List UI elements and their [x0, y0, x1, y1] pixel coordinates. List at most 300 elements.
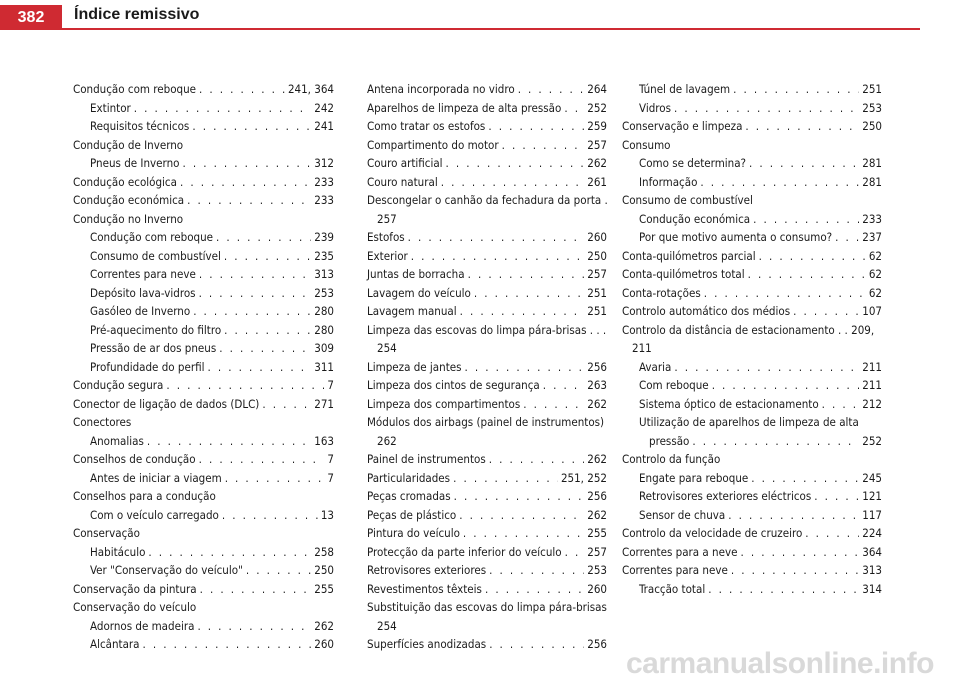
- heading-label: Conservação do veículo: [73, 600, 197, 614]
- dot-leader: [835, 228, 859, 247]
- index-entry: [622, 117, 882, 136]
- index-entry: [367, 228, 607, 247]
- entry-page: 253: [587, 563, 607, 577]
- entry-label: Condução com reboque: [73, 82, 197, 96]
- entry-page: 250: [587, 248, 607, 263]
- entry-page: 262: [587, 396, 607, 411]
- entry-label: Pneus de Inverno: [90, 156, 180, 170]
- entry-label: Pré-aquecimento do filtro: [90, 322, 222, 337]
- index-entry: [73, 265, 334, 284]
- entry-page: 251, 252: [560, 470, 607, 485]
- page-number-badge: 382: [0, 5, 62, 30]
- dot-leader: [740, 543, 859, 562]
- dot-leader: [822, 395, 860, 414]
- index-entry: [367, 247, 607, 266]
- entry-label: Anomalias: [90, 433, 144, 448]
- index-entry: [622, 265, 882, 284]
- entry-label: Com o veículo carregado: [90, 507, 219, 522]
- watermark-text: carmanualsonline.info: [626, 647, 934, 680]
- index-entry: [622, 524, 882, 543]
- index-entry: [367, 506, 607, 525]
- entry-label: Limpeza dos compartimentos: [367, 396, 521, 411]
- dot-leader: [446, 154, 585, 173]
- entry-label: Gasóleo de Inverno: [90, 304, 191, 318]
- index-entry: [367, 543, 607, 562]
- entry-label: Como tratar os estofos: [367, 119, 486, 133]
- entry-label: Conta-rotações: [622, 285, 701, 300]
- entry-page: 211: [862, 359, 882, 374]
- index-entry: [622, 487, 882, 506]
- entry-page: 260: [587, 581, 607, 596]
- index-heading: [73, 487, 334, 506]
- index-column-3: [622, 80, 882, 598]
- dot-leader: [219, 339, 311, 358]
- dot-leader: [692, 432, 859, 451]
- index-entry: [622, 99, 882, 118]
- index-entry: [367, 191, 607, 228]
- entry-page: 250: [862, 119, 882, 133]
- entry-page: 239: [314, 230, 334, 244]
- dot-leader: [465, 358, 585, 377]
- dot-leader: [460, 302, 585, 321]
- entry-page: 262: [314, 618, 334, 633]
- entry-page: 260: [587, 230, 607, 244]
- dot-leader: [674, 358, 859, 377]
- entry-label: Condução ecológica: [73, 174, 177, 189]
- entry-label: Habitáculo: [90, 544, 146, 559]
- entry-page: 312: [314, 156, 334, 170]
- entry-page: 262: [587, 156, 607, 170]
- entry-label: Avaria: [639, 359, 672, 374]
- index-entry: [622, 173, 882, 192]
- index-entry: [622, 358, 882, 377]
- dot-leader: [199, 284, 312, 303]
- dot-leader: [182, 154, 311, 173]
- entry-page: 250: [314, 563, 334, 577]
- entry-page: 241: [314, 119, 334, 133]
- heading-label: Consumo: [622, 137, 671, 152]
- entry-page: 313: [314, 267, 334, 281]
- entry-label: Adornos de madeira: [90, 618, 195, 633]
- dot-leader: [192, 117, 311, 136]
- index-entry: [622, 413, 882, 450]
- dot-leader: [749, 154, 859, 173]
- index-heading: [73, 524, 334, 543]
- entry-label: Couro natural: [367, 174, 438, 189]
- entry-label: Com reboque: [639, 378, 709, 392]
- entry-page: 256: [587, 489, 607, 503]
- dot-leader: [200, 580, 312, 599]
- heading-label: Conservação: [73, 526, 140, 540]
- index-entry: [73, 154, 334, 173]
- index-entry: [622, 543, 882, 562]
- dot-leader: [463, 524, 584, 543]
- entry-label: Limpeza dos cintos de segurança: [367, 378, 540, 392]
- entry-label: Pintura do veículo: [367, 526, 460, 540]
- dot-leader: [488, 117, 584, 136]
- entry-line: [639, 413, 882, 432]
- dot-leader: [199, 80, 285, 99]
- dot-leader: [704, 284, 866, 303]
- entry-line: [622, 321, 882, 340]
- dot-leader: [489, 635, 584, 654]
- index-entry: [367, 413, 607, 450]
- index-entry: [73, 302, 334, 321]
- entry-label-cont: pressão: [649, 433, 690, 448]
- entry-label: Revestimentos têxteis: [367, 581, 482, 596]
- dot-leader: [454, 487, 585, 506]
- dot-leader: [733, 80, 859, 99]
- entry-page: 121: [862, 489, 882, 503]
- entry-line: [622, 339, 882, 358]
- entry-label: Sensor de chuva: [639, 507, 726, 522]
- index-entry: [367, 265, 607, 284]
- entry-page: 257: [587, 267, 607, 281]
- entry-page: 251: [862, 82, 882, 96]
- entry-page: 257: [587, 137, 607, 152]
- entry-label: Antes de iniciar a viagem: [90, 470, 222, 485]
- index-entry: [73, 395, 334, 414]
- entry-label: Peças cromadas: [367, 489, 451, 503]
- entry-line: [639, 432, 882, 451]
- index-entry: [622, 247, 882, 266]
- index-entry: [622, 395, 882, 414]
- entry-label: Exterior: [367, 248, 408, 263]
- entry-page: 233: [862, 211, 882, 226]
- index-entry: [622, 302, 882, 321]
- entry-label: Couro artificial: [367, 156, 443, 170]
- entry-page: 254: [377, 618, 397, 633]
- index-entry: [367, 99, 607, 118]
- index-entry: [622, 80, 882, 99]
- entry-label: Por que motivo aumenta o consumo?: [639, 230, 833, 244]
- dot-leader: [565, 543, 585, 562]
- dot-leader: [225, 469, 325, 488]
- entry-label: Compartimento do motor: [367, 137, 499, 152]
- entry-page: 237: [862, 230, 882, 244]
- index-entry: [367, 469, 607, 488]
- entry-label: Superfícies anodizadas: [367, 637, 487, 651]
- heading-label: Consumo de combustível: [622, 193, 753, 207]
- entry-label: Lavagem do veículo: [367, 285, 471, 300]
- dot-leader: [543, 376, 585, 395]
- index-entry: [367, 561, 607, 580]
- entry-page: 255: [314, 581, 334, 596]
- dot-leader: [708, 580, 859, 599]
- dot-leader: [207, 358, 311, 377]
- index-entry: [73, 506, 334, 525]
- entry-page: 117: [862, 507, 882, 522]
- entry-page: 245: [862, 470, 882, 485]
- index-entry: [73, 617, 334, 636]
- entry-label: Condução económica: [73, 193, 185, 207]
- index-entry: [73, 358, 334, 377]
- entry-page: 252: [862, 433, 882, 448]
- entry-page: 212: [862, 396, 882, 411]
- index-entry: [622, 469, 882, 488]
- entry-label: Conta-quilómetros parcial: [622, 248, 756, 263]
- entry-page: 259: [587, 119, 607, 133]
- entry-label: Utilização de aparelhos de limpeza de alta: [639, 415, 859, 429]
- dot-leader: [748, 265, 866, 284]
- dot-leader: [224, 321, 311, 340]
- entry-label: Depósito lava-vidros: [90, 285, 196, 300]
- entry-page: 13: [320, 507, 334, 522]
- entry-page: 253: [314, 285, 334, 300]
- entry-label: Requisitos técnicos: [90, 119, 190, 133]
- dot-leader: [222, 506, 318, 525]
- index-entry: [622, 210, 882, 229]
- entry-label: Condução com reboque: [90, 230, 214, 244]
- entry-label: Conservação e limpeza: [622, 119, 743, 133]
- dot-leader: [468, 265, 585, 284]
- dot-leader: [489, 450, 585, 469]
- entry-page: 235: [314, 248, 334, 263]
- index-entry: [622, 561, 882, 580]
- dot-leader: [441, 173, 585, 192]
- entry-label: Correntes para neve: [90, 267, 196, 281]
- entry-page: 311: [314, 359, 334, 374]
- index-entry: [367, 358, 607, 377]
- dot-leader: [518, 80, 585, 99]
- dot-leader: [485, 580, 584, 599]
- entry-label: Módulos dos airbags (painel de instrumentos): [367, 415, 605, 429]
- index-entry: [73, 635, 334, 654]
- entry-label: Descongelar o canhão da fechadura da porta .: [367, 193, 608, 207]
- dot-leader: [459, 506, 584, 525]
- entry-page: 281: [862, 174, 882, 189]
- entry-label: Correntes para neve: [622, 563, 728, 577]
- entry-label: Correntes para a neve: [622, 544, 738, 559]
- dot-leader: [674, 99, 859, 118]
- index-entry: [73, 117, 334, 136]
- dot-leader: [564, 99, 584, 118]
- index-entry: [622, 284, 882, 303]
- entry-label: Conselhos de condução: [73, 452, 196, 466]
- entry-label: Ver "Conservação do veículo": [90, 563, 243, 577]
- index-heading: [622, 191, 882, 210]
- entry-label: Controlo da distância de estacionamento . . 209,: [622, 322, 875, 337]
- entry-line: [367, 210, 607, 229]
- entry-page: 211: [862, 378, 882, 392]
- entry-page: 260: [314, 637, 334, 651]
- dot-leader: [489, 561, 584, 580]
- entry-page: 257: [587, 544, 607, 559]
- entry-page: 261: [587, 174, 607, 189]
- entry-page: 280: [314, 322, 334, 337]
- entry-page: 364: [862, 544, 882, 559]
- dot-leader: [193, 302, 311, 321]
- dot-leader: [712, 376, 860, 395]
- index-heading: [73, 598, 334, 617]
- entry-label: Controlo da velocidade de cruzeiro: [622, 526, 803, 540]
- entry-page: 253: [862, 100, 882, 115]
- entry-page: 257: [377, 211, 397, 226]
- dot-leader: [731, 561, 859, 580]
- dot-leader: [148, 543, 311, 562]
- index-entry: [367, 302, 607, 321]
- index-entry: [73, 469, 334, 488]
- heading-label: Conselhos para a condução: [73, 489, 216, 503]
- index-entry: [367, 524, 607, 543]
- index-entry: [367, 321, 607, 358]
- entry-page: 107: [862, 304, 882, 318]
- dot-leader: [793, 302, 859, 321]
- entry-label: Painel de instrumentos: [367, 452, 486, 466]
- entry-page: 251: [587, 285, 607, 300]
- entry-page: 242: [314, 100, 334, 115]
- entry-label: Túnel de lavagem: [639, 82, 731, 96]
- dot-leader: [759, 247, 866, 266]
- index-entry: [73, 376, 334, 395]
- dot-leader: [199, 450, 325, 469]
- dot-leader: [246, 561, 311, 580]
- entry-label: Retrovisores exteriores eléctricos: [639, 489, 812, 503]
- entry-page: 233: [314, 193, 334, 207]
- index-entry: [367, 580, 607, 599]
- entry-page: 262: [587, 452, 607, 466]
- entry-page: 62: [868, 248, 882, 263]
- index-column-1: [73, 80, 334, 654]
- entry-label: Conta-quilómetros total: [622, 267, 745, 281]
- index-entry: [367, 117, 607, 136]
- entry-page: 211: [632, 341, 652, 355]
- page-title: Índice remissivo: [74, 6, 200, 23]
- index-entry: [73, 580, 334, 599]
- entry-label: Condução segura: [73, 378, 164, 392]
- dot-leader: [216, 228, 311, 247]
- index-entry: [73, 543, 334, 562]
- dot-leader: [745, 117, 859, 136]
- index-entry: [73, 191, 334, 210]
- dot-leader: [180, 173, 311, 192]
- entry-page: 163: [314, 433, 334, 448]
- entry-label: Juntas de borracha: [367, 267, 465, 281]
- dot-leader: [751, 469, 859, 488]
- entry-label: Tracção total: [639, 581, 706, 596]
- entry-label: Limpeza de jantes: [367, 359, 462, 374]
- dot-leader: [166, 376, 324, 395]
- entry-label: Alcântara: [90, 637, 140, 651]
- heading-label: Controlo da função: [622, 452, 721, 466]
- entry-page: 271: [314, 396, 334, 411]
- entry-page: 62: [868, 285, 882, 300]
- entry-label: Extintor: [90, 100, 131, 115]
- dot-leader: [147, 432, 311, 451]
- entry-page: 7: [327, 378, 334, 392]
- index-entry: [73, 284, 334, 303]
- dot-leader: [262, 395, 311, 414]
- index-entry: [622, 376, 882, 395]
- dot-leader: [411, 247, 584, 266]
- index-entry: [73, 561, 334, 580]
- entry-label: Conservação da pintura: [73, 581, 197, 596]
- entry-label: Sistema óptico de estacionamento: [639, 396, 819, 411]
- entry-label: Retrovisores exteriores: [367, 563, 487, 577]
- dot-leader: [199, 265, 311, 284]
- entry-page: 281: [862, 156, 882, 170]
- heading-label: Conectores: [73, 415, 132, 429]
- entry-page: 241, 364: [287, 82, 334, 96]
- dot-leader: [814, 487, 859, 506]
- index-entry: [367, 635, 607, 654]
- index-heading: [73, 210, 334, 229]
- entry-page: 255: [587, 526, 607, 540]
- entry-label: Estofos: [367, 230, 405, 244]
- heading-label: Condução no Inverno: [73, 211, 184, 226]
- index-entry: [367, 136, 607, 155]
- heading-label: Condução de Inverno: [73, 137, 184, 152]
- index-entry: [367, 598, 607, 635]
- index-entry: [367, 487, 607, 506]
- entry-label: Particularidades: [367, 470, 451, 485]
- dot-leader: [408, 228, 585, 247]
- entry-page: 313: [862, 563, 882, 577]
- index-entry: [622, 580, 882, 599]
- index-entry: [622, 154, 882, 173]
- index-entry: [367, 154, 607, 173]
- index-entry: [73, 321, 334, 340]
- dot-leader: [134, 99, 311, 118]
- index-entry: [73, 80, 334, 99]
- entry-page: 256: [587, 637, 607, 651]
- entry-page: 233: [314, 174, 334, 189]
- entry-page: 314: [862, 581, 882, 596]
- dot-leader: [523, 395, 584, 414]
- entry-page: 263: [587, 378, 607, 392]
- entry-label: Protecção da parte inferior do veículo: [367, 544, 562, 559]
- entry-page: 309: [314, 341, 334, 355]
- page-header: [0, 0, 960, 30]
- index-entry: [73, 99, 334, 118]
- entry-line: [367, 617, 607, 636]
- index-column-2: [367, 80, 607, 654]
- entry-page: 7: [327, 452, 334, 466]
- index-entry: [73, 247, 334, 266]
- entry-label: Condução económica: [639, 211, 751, 226]
- index-entry: [622, 228, 882, 247]
- dot-leader: [453, 469, 558, 488]
- entry-page: 252: [587, 100, 607, 115]
- entry-page: 251: [587, 304, 607, 318]
- entry-page: 280: [314, 304, 334, 318]
- entry-line: [367, 339, 607, 358]
- dot-leader: [700, 173, 859, 192]
- entry-label: Profundidade do perfil: [90, 359, 205, 374]
- entry-line: [367, 413, 607, 432]
- entry-label: Conector de ligação de dados (DLC): [73, 396, 260, 411]
- entry-label: Como se determina?: [639, 156, 747, 170]
- entry-page: 262: [587, 507, 607, 522]
- dot-leader: [753, 210, 859, 229]
- index-entry: [367, 80, 607, 99]
- entry-label: Limpeza das escovas do limpa pára-brisas . . .: [367, 322, 607, 337]
- dot-leader: [224, 247, 311, 266]
- dot-leader: [143, 635, 312, 654]
- index-entry: [622, 506, 882, 525]
- entry-label: Engate para reboque: [639, 470, 749, 485]
- entry-label: Pressão de ar dos pneus: [90, 341, 217, 355]
- header-divider: [62, 28, 920, 30]
- dot-leader: [187, 191, 311, 210]
- entry-line: [367, 191, 607, 210]
- entry-line: [367, 598, 607, 617]
- entry-line: [367, 321, 607, 340]
- entry-label: Antena incorporada no vidro: [367, 82, 515, 96]
- entry-label: Peças de plástico: [367, 507, 457, 522]
- entry-page: 264: [587, 82, 607, 96]
- entry-label: Informação: [639, 174, 698, 189]
